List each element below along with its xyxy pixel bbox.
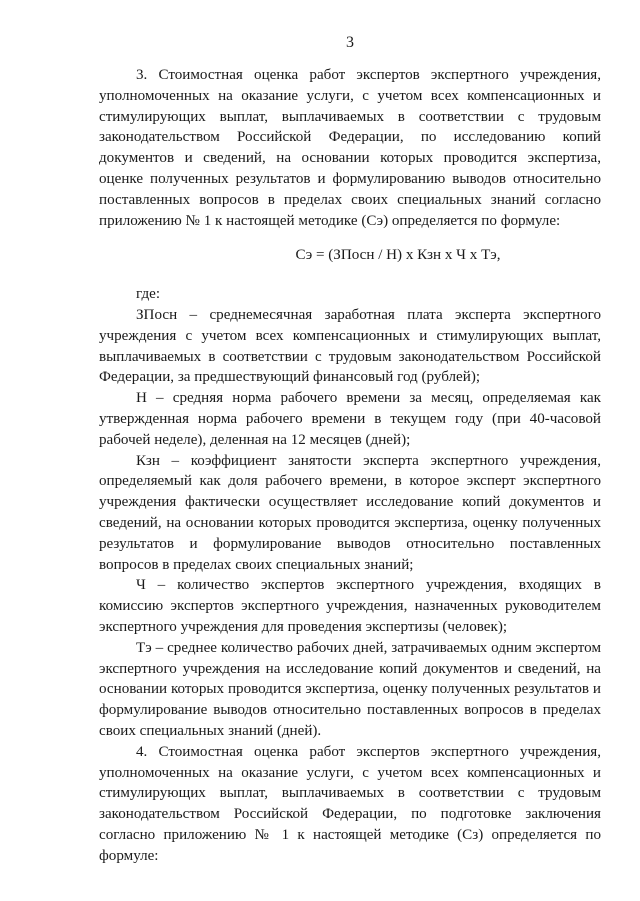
definition-te: Тэ – среднее количество рабочих дней, затрачиваемых одним экспертом экспертного учреждения на исследование копий документов и сведений, на основании которых проводится экспертиза, оценку полученных результатов и формулирование выводов относительно поставленных вопросов в пределах своих специальных знаний (дней). (99, 639, 601, 739)
definitions-list (99, 305, 601, 742)
where-label: где: (136, 286, 161, 303)
definition-n: Н – средняя норма рабочего времени за месяц, определяемая как утвержденная норма рабочего времени в текущем году (при 40-часовой рабочей неделе), деленная на 12 месяцев (дней); (99, 390, 601, 448)
definition-ch: Ч – количество экспертов экспертного учреждения, входящих в комиссию экспертов экспертного учреждения, назначенных руководителем экспертного учреждения для проведения экспертизы (человек); (99, 577, 601, 635)
document-body (99, 65, 601, 866)
page-number: 3 (346, 34, 354, 51)
definition-zposn: ЗПосн – среднемесячная заработная плата эксперта экспертного учреждения с учетом всех компенсационных и стимулирующих выплат, выплачиваемых в соответствии с трудовым законодательством Российской Федерации, за предшествующий финансовый год (рублей); (99, 306, 601, 386)
paragraph-3: 3. Стоимостная оценка работ экспертов экспертного учреждения, уполномоченных на оказание услуги, с учетом всех компенсационных и стимулирующих выплат, выплачиваемых в соответствии с трудовым законодательством Российской Федерации, по исследованию копий документов и сведений, на основании которых проводится экспертиза, оценке полученных результатов и формулированию выводов относительно поставленных вопросов в пределах своих специальных знаний согласно приложению № 1 к настоящей методике (Сэ) определяется по формуле: (99, 67, 601, 229)
definition-kzn: Кзн – коэффициент занятости эксперта экспертного учреждения, определяемый как доля рабочего времени, в которое эксперт экспертного учреждения фактически осуществляет исследование копий документов и сведений, на основании которых проводится экспертиза, оценку полученных результатов и формулирование выводов относительно поставленных вопросов в пределах своих специальных знаний; (99, 452, 601, 573)
paragraph-4: 4. Стоимостная оценка работ экспертов экспертного учреждения, уполномоченных на оказание услуги, с учетом всех компенсационных и стимулирующих выплат, выплачиваемых в соответствии с трудовым законодательством Российской Федерации, по подготовке заключения согласно приложению № 1 к настоящей методике (Сз) определяется по формуле: (99, 743, 601, 864)
formula-se: Сэ = (ЗПосн / Н) х Кзн х Ч х Тэ, (295, 247, 501, 264)
